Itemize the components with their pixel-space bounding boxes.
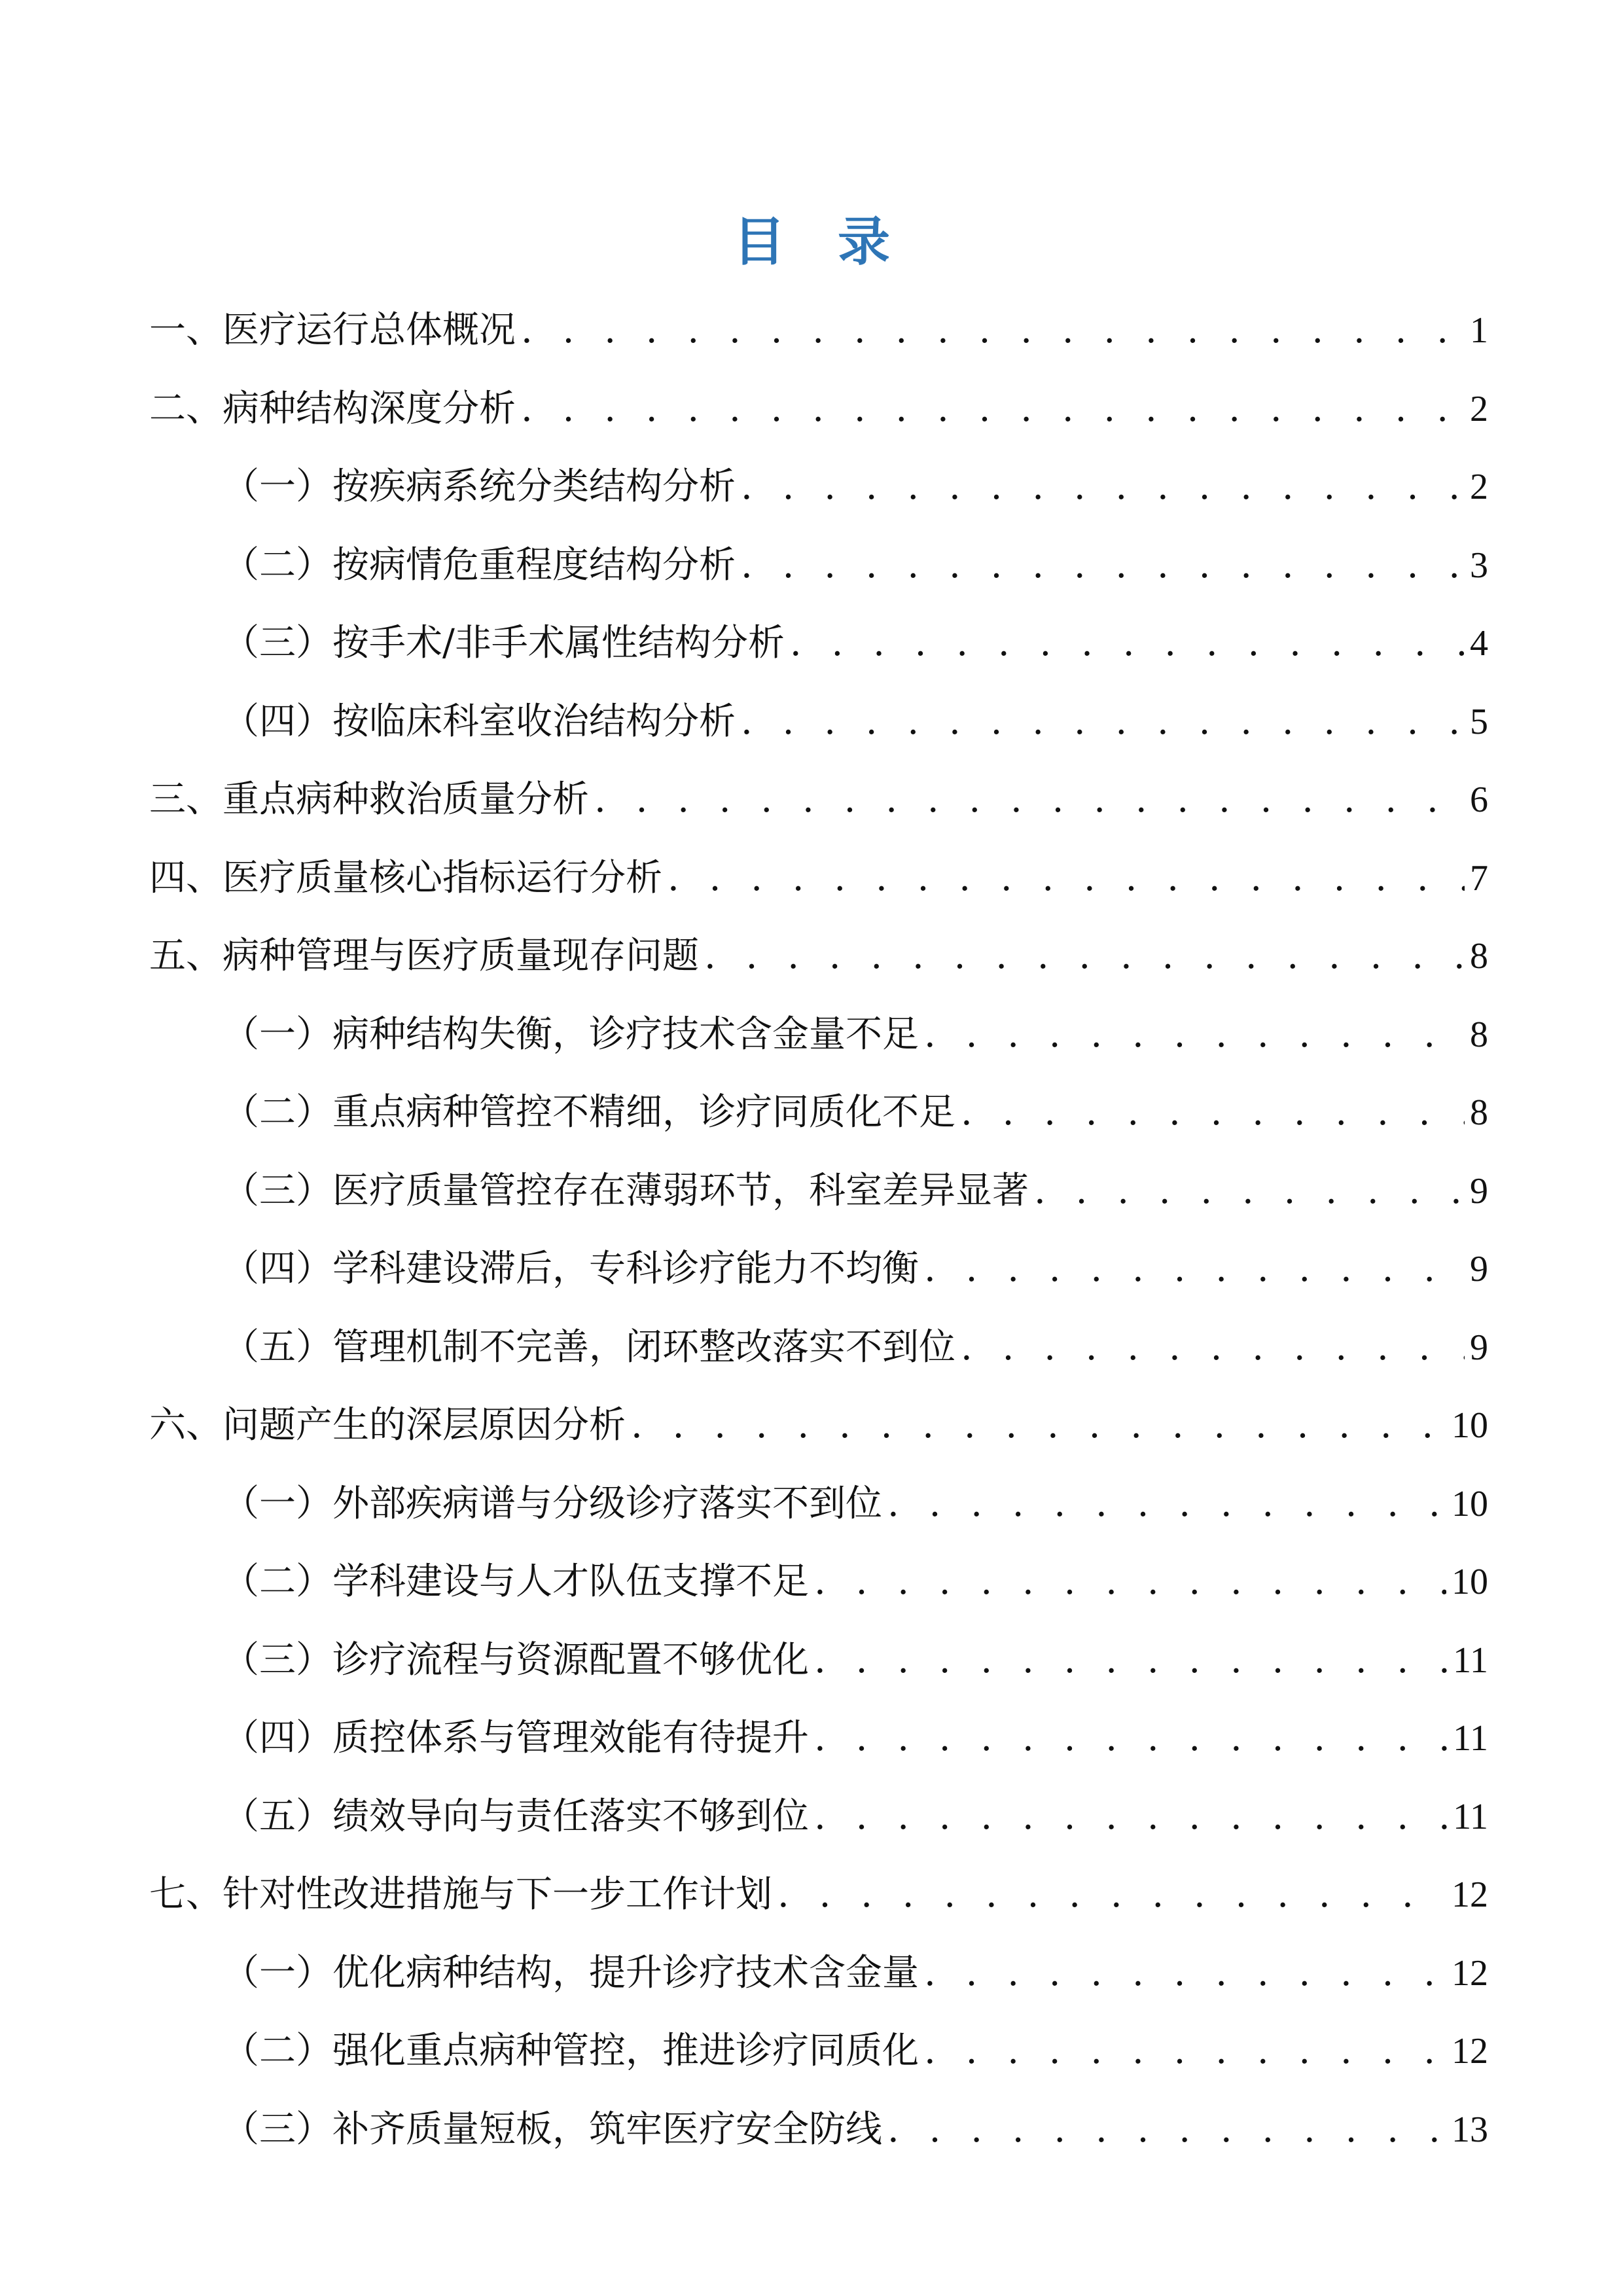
toc-entry-label: （三）补齐质量短板，筑牢医疗安全防线 <box>223 2108 882 2151</box>
toc-entry[interactable] <box>149 448 1488 526</box>
toc-page-number: 8 <box>1470 1092 1488 1133</box>
dot-leader <box>887 1465 1446 1543</box>
toc-entry[interactable] <box>149 683 1488 761</box>
toc-page-number: 11 <box>1453 1796 1488 1837</box>
toc-entry-label: （二）重点病种管控不精细，诊疗同质化不足 <box>223 1091 955 1134</box>
toc-page-number: 2 <box>1470 467 1488 507</box>
dot-leader <box>887 2090 1446 2169</box>
dot-leader <box>741 526 1465 605</box>
toc-entry-label: （四）质控体系与管理效能有待提升 <box>223 1717 809 1759</box>
toc-entry-label: （一）病种结构失衡，诊疗技术含金量不足 <box>223 1013 919 1056</box>
toc-entry-label: 五、病种管理与医疗质量现存问题 <box>149 935 699 977</box>
toc-page-number: 11 <box>1453 1718 1488 1759</box>
dot-leader <box>521 370 1465 448</box>
toc-entry[interactable] <box>149 2090 1488 2169</box>
dot-leader <box>814 1699 1448 1778</box>
dot-leader <box>814 1778 1448 1856</box>
toc-page-number: 3 <box>1470 545 1488 586</box>
toc-entry[interactable] <box>149 370 1488 448</box>
toc-page-number: 7 <box>1470 857 1488 899</box>
toc-entry[interactable] <box>149 1778 1488 1856</box>
toc-entry-label: （三）诊疗流程与资源配置不够优化 <box>223 1638 809 1681</box>
toc-page-number: 1 <box>1470 310 1488 351</box>
toc-entry-label: （五）管理机制不完善，闭环整改落实不到位 <box>223 1325 955 1369</box>
toc-entry[interactable] <box>149 761 1488 839</box>
toc-entry[interactable] <box>149 1386 1488 1465</box>
toc-entry-label: （五）绩效导向与责任落实不够到位 <box>223 1795 809 1838</box>
toc-page-number: 8 <box>1470 1014 1488 1055</box>
toc-entry[interactable] <box>149 1543 1488 1621</box>
dot-leader <box>814 1543 1446 1621</box>
dot-leader <box>961 1073 1465 1152</box>
toc-page-number: 12 <box>1452 2031 1488 2072</box>
toc-entry[interactable] <box>149 917 1488 996</box>
toc-page-number: 13 <box>1452 2109 1488 2150</box>
toc-entry[interactable] <box>149 1934 1488 2013</box>
toc-entry[interactable] <box>149 291 1488 370</box>
toc-page-number: 6 <box>1470 780 1488 820</box>
toc-page-number: 10 <box>1452 1562 1488 1602</box>
toc-entry[interactable] <box>149 1465 1488 1543</box>
toc-page-number: 10 <box>1452 1405 1488 1446</box>
toc-entry-label: （四）按临床科室收治结构分析 <box>223 700 736 743</box>
toc-entry-label: 一、医疗运行总体概况 <box>149 309 516 351</box>
toc-entry-label: 三、重点病种救治质量分析 <box>149 778 589 821</box>
dot-leader <box>961 1308 1465 1387</box>
dot-leader <box>924 1230 1465 1308</box>
toc-entry-label: （三）医疗质量管控存在薄弱环节，科室差异显著 <box>223 1169 1029 1212</box>
dot-leader <box>790 604 1465 683</box>
toc-entry-label: （四）学科建设滞后，专科诊疗能力不均衡 <box>223 1247 919 1290</box>
toc-entry[interactable] <box>149 604 1488 683</box>
toc-page-number: 12 <box>1452 1952 1488 1994</box>
toc-entry-label: （一）外部疾病谱与分级诊疗落实不到位 <box>223 1482 882 1525</box>
toc-page-number: 5 <box>1470 701 1488 742</box>
toc-page-number: 9 <box>1470 1327 1488 1368</box>
dot-leader <box>668 839 1465 918</box>
dot-leader <box>704 917 1465 996</box>
toc-page-number: 10 <box>1452 1483 1488 1524</box>
toc-entry[interactable] <box>149 1856 1488 1934</box>
toc-entry-label: 四、医疗质量核心指标运行分析 <box>149 856 662 899</box>
toc-entry[interactable] <box>149 1152 1488 1230</box>
toc-entry-label: （二）强化重点病种管控，推进诊疗同质化 <box>223 2030 919 2072</box>
toc-entry-label: （一）优化病种结构，提升诊疗技术含金量 <box>223 1951 919 1994</box>
toc-entry-label: （二）按病情危重程度结构分析 <box>223 543 736 586</box>
toc-page-number: 11 <box>1453 1640 1488 1681</box>
dot-leader <box>924 2012 1446 2090</box>
toc-page-number: 9 <box>1470 1249 1488 1289</box>
toc-entry-label: （二）学科建设与人才队伍支撑不足 <box>223 1560 809 1603</box>
table-of-contents <box>149 291 1488 2168</box>
dot-leader <box>741 683 1465 761</box>
dot-leader <box>521 291 1465 370</box>
toc-entry[interactable] <box>149 1073 1488 1152</box>
toc-page-number: 9 <box>1470 1170 1488 1211</box>
toc-page-number: 4 <box>1470 623 1488 664</box>
dot-leader <box>924 996 1465 1074</box>
toc-entry[interactable] <box>149 1699 1488 1778</box>
dot-leader <box>631 1386 1446 1465</box>
toc-entry[interactable] <box>149 1230 1488 1308</box>
toc-page-number: 2 <box>1470 388 1488 429</box>
dot-leader <box>1034 1152 1465 1230</box>
toc-entry[interactable] <box>149 1308 1488 1387</box>
toc-entry-label: 七、针对性改进措施与下一步工作计划 <box>149 1873 772 1916</box>
dot-leader <box>924 1934 1446 2013</box>
toc-entry-label: （三）按手术/非手术属性结构分析 <box>223 622 785 664</box>
toc-entry[interactable] <box>149 2012 1488 2090</box>
dot-leader <box>741 448 1465 526</box>
toc-page-number: 8 <box>1470 936 1488 977</box>
toc-entry-label: 二、病种结构深度分析 <box>149 387 516 430</box>
dot-leader <box>594 761 1465 839</box>
toc-page-number: 12 <box>1452 1874 1488 1915</box>
toc-entry[interactable] <box>149 839 1488 918</box>
toc-entry[interactable] <box>149 526 1488 605</box>
dot-leader <box>777 1856 1446 1934</box>
toc-entry-label: （一）按疾病系统分类结构分析 <box>223 465 736 508</box>
page-title: 目录 <box>733 211 942 272</box>
toc-entry[interactable] <box>149 1621 1488 1700</box>
toc-entry[interactable] <box>149 996 1488 1074</box>
dot-leader <box>814 1621 1448 1700</box>
toc-entry-label: 六、问题产生的深层原因分析 <box>149 1404 626 1446</box>
